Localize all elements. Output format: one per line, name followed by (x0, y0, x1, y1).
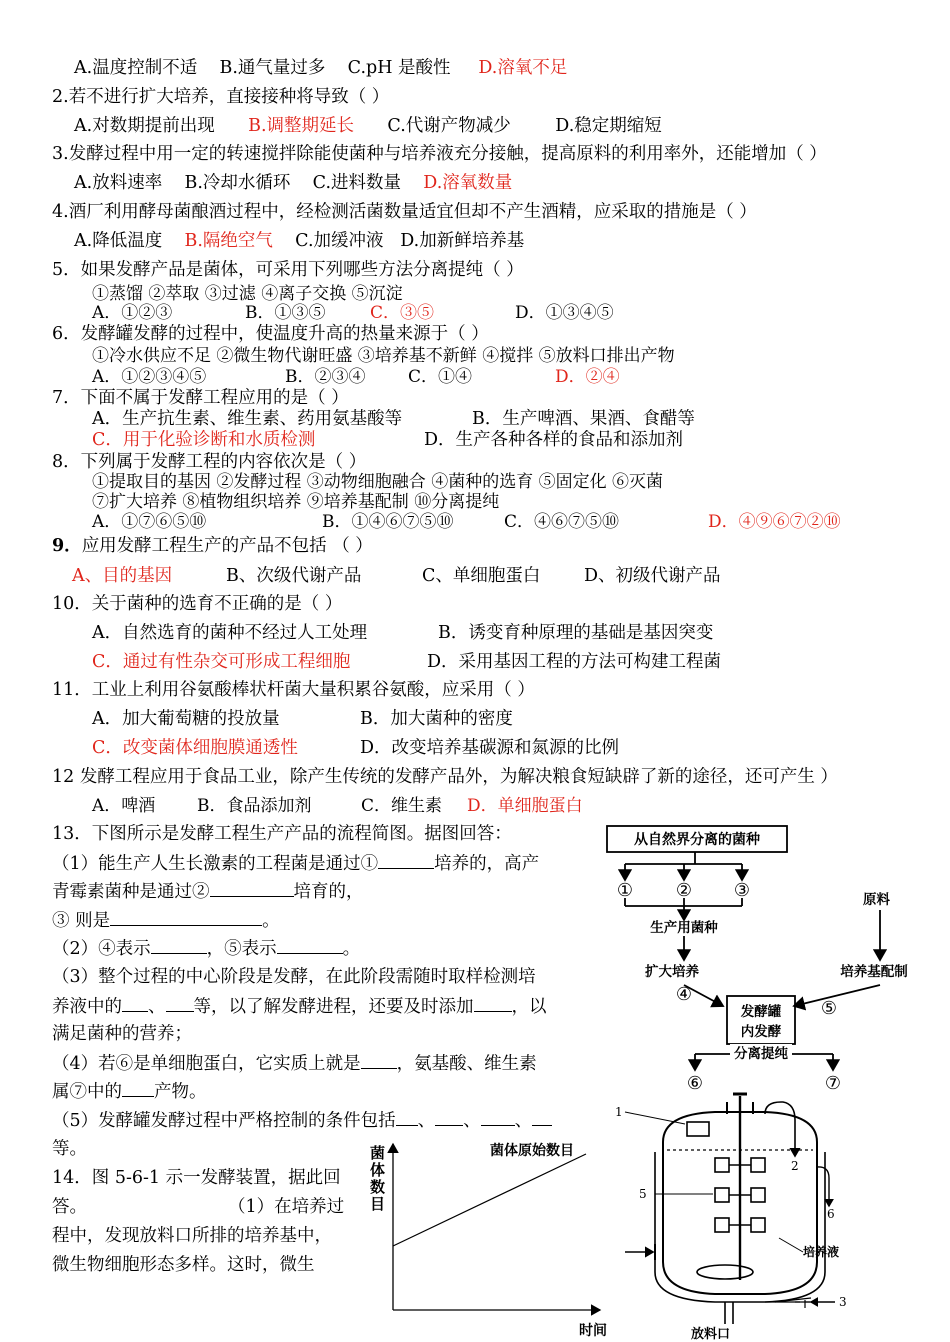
q7-stem: 7．下面不属于发酵工程应用的是（ ） (52, 388, 349, 408)
flow-raw-material: 原料 (863, 892, 890, 908)
graph-curve-label: 菌体原始数目 (490, 1143, 574, 1159)
flow-separate-purify: 分离提纯 (734, 1046, 788, 1062)
q7-option-a: A．生产抗生素、维生素、药用氨基酸等 (92, 409, 403, 429)
flow-fermenter-line2: 内发酵 (740, 1024, 782, 1040)
q7-option-d: D．生产各种各样的食品和添加剂 (424, 430, 684, 450)
q8-option-d-answer: D．④⑨⑥⑦②⑩ (708, 512, 841, 532)
flow-circle-7: ⑦ (824, 1073, 842, 1094)
q3-option-b: B.冷却水循环 (184, 173, 291, 193)
q13-part4-line1 (52, 1052, 537, 1075)
q1-option-b: B.通气量过多 (219, 58, 326, 78)
q9-option-a-answer: A、目的基因 (72, 566, 173, 586)
q4-options (74, 230, 524, 252)
q11-options-row1 (92, 708, 513, 730)
q3-option-a: A.放料速率 (74, 173, 163, 193)
q12-options (92, 795, 583, 817)
q14-line2-b: （1）在培养过 (228, 1197, 345, 1217)
q13-p1-text-a: （1）能生产人生长激素的工程菌是通过① (52, 854, 379, 874)
q13-blank-9[interactable] (361, 1052, 397, 1069)
q13-part5-line1 (52, 1109, 552, 1132)
flow-diagram (590, 818, 940, 1108)
q12-option-a: A．啤酒 (92, 796, 156, 816)
flow-circle-2: ② (675, 880, 693, 901)
q13-blank-10[interactable] (122, 1080, 154, 1097)
fermenter-label-2: 2 (791, 1159, 799, 1173)
q13-p2-text-b: ，⑤表示 (206, 939, 277, 959)
flow-circle-1: ① (616, 880, 634, 901)
q10-option-a: A．自然选育的菌种不经过人工处理 (92, 623, 368, 643)
q8-option-a: A．①⑦⑥⑤⑩ (92, 512, 207, 532)
q13-blank-4[interactable] (151, 937, 207, 954)
q3-option-c: C.进料数量 (312, 173, 402, 193)
q13-blank-8[interactable] (474, 995, 512, 1012)
q8-items-line1: ①提取目的基因 ②发酵过程 ③动物细胞融合 ④菌种的选育 ⑤固定化 ⑥灭菌 (92, 472, 664, 492)
q1-option-d-answer: D.溶氧不足 (478, 58, 568, 78)
flow-medium-prep: 培养基配制 (840, 964, 908, 980)
q6-options (92, 366, 620, 388)
q11-option-c-answer: C．改变菌体细胞膜通透性 (92, 738, 298, 758)
q13-p3-text-e: ，以 (511, 997, 547, 1017)
q2-option-d: D.稳定期缩短 (555, 116, 662, 136)
q13-blank-14[interactable] (532, 1109, 552, 1126)
q6-items: ①冷水供应不足 ②微生物代谢旺盛 ③培养基不新鲜 ④搅拌 ⑤放料口排出产物 (92, 346, 675, 366)
q7-options-row2 (92, 429, 683, 451)
q13-p4-text-a: （4）若⑥是单细胞蛋白，它实质上就是 (52, 1054, 361, 1074)
fermenter-diagram (615, 1092, 895, 1342)
q13-part2 (52, 937, 360, 960)
air-sparger (697, 1265, 753, 1279)
flow-circle-3: ③ (733, 880, 751, 901)
q1-options (74, 57, 567, 79)
q5-option-c-answer: C．③⑤ (370, 303, 435, 323)
q8-items-line2: ⑦扩大培养 ⑧植物组织培养 ⑨培养基配制 ⑩分离提纯 (92, 492, 500, 512)
q8-option-b: B．①④⑥⑦⑤⑩ (322, 512, 454, 532)
q13-p1-text-f: 。 (262, 911, 280, 931)
q10-option-d: D．采用基因工程的方法可构建工程菌 (427, 652, 722, 672)
q6-option-c: C．①④ (408, 367, 473, 387)
q13-part5-line2: 等。 (52, 1139, 87, 1159)
growth-graph (364, 1140, 607, 1340)
q5-option-d: D．①③④⑤ (515, 303, 614, 323)
q13-blank-6[interactable] (122, 995, 148, 1012)
q1-option-c: C.pH 是酸性 (347, 58, 451, 78)
q10-option-c-answer: C．通过有性杂交可形成工程细胞 (92, 652, 351, 672)
q14-line1: 14．图 5-6-1 示一发酵装置，据此回 (52, 1168, 341, 1188)
q4-option-a: A.降低温度 (74, 231, 163, 251)
q9-stem-text: 应用发酵工程生产的产品不包括 （ ） (81, 536, 373, 556)
q13-p1-text-e: ③ 则是 (52, 911, 111, 931)
q9-stem (52, 535, 373, 557)
q13-part3-line2 (52, 995, 547, 1018)
q13-blank-2[interactable] (210, 880, 294, 897)
flow-production-strain: 生产用菌种 (650, 920, 718, 936)
fermenter-label-1: 1 (615, 1105, 623, 1119)
q8-option-c: C．④⑥⑦⑤⑩ (504, 512, 620, 532)
q12-option-d-answer: D．单细胞蛋白 (467, 796, 583, 816)
q5-option-b: B．①③⑤ (245, 303, 326, 323)
flow-fermenter-line1: 发酵罐 (740, 1004, 782, 1020)
fermenter-outlet-label: 放料口 (691, 1327, 731, 1342)
fermenter-liquid-label: 培养液 (803, 1245, 840, 1259)
q11-option-d: D．改变培养基碳源和氮源的比例 (360, 738, 620, 758)
q2-option-c: C.代谢产物减少 (387, 116, 511, 136)
q13-p1-text-d: 培育的， (293, 882, 364, 902)
q2-option-a: A.对数期提前出现 (74, 116, 215, 136)
q10-options-row1 (92, 622, 713, 644)
q2-options (74, 115, 662, 137)
q13-blank-5[interactable] (277, 937, 343, 954)
q13-blank-3[interactable] (110, 909, 262, 926)
q3-option-d-answer: D.溶氧数量 (423, 173, 513, 193)
q13-p2-text-a: （2）④表示 (52, 939, 151, 959)
q13-p4-text-c: 属⑦中的 (52, 1082, 122, 1102)
q1-option-a: A.温度控制不适 (74, 58, 198, 78)
q8-options (92, 511, 841, 533)
q14-line3: 程中，发现放料口所排的培养基中， (52, 1226, 332, 1246)
q13-p5-sep-1: 、 (417, 1111, 436, 1131)
q5-items: ①蒸馏 ②萃取 ③过滤 ④离子交换 ⑤沉淀 (92, 284, 403, 304)
q6-stem: 6．发酵罐发酵的过程中，使温度升高的热量来源于（ ） (52, 324, 489, 344)
q9-options (72, 565, 721, 587)
q13-p4-text-b: ，氨基酸、维生素 (396, 1054, 537, 1074)
q4-option-d: D.加新鲜培养基 (400, 231, 525, 251)
q9-option-b: B、次级代谢产品 (226, 566, 362, 586)
fermenter-label-6: 6 (827, 1207, 835, 1221)
q3-options (74, 172, 512, 194)
q12-stem: 12 发酵工程应用于食品工业，除产生传统的发酵产品外，为解决粮食短缺辟了新的途径，还可产生 ） (52, 767, 838, 787)
q13-p3-text-c: 、 (148, 997, 166, 1017)
q13-p3-text-b: 养液中的 (52, 997, 122, 1017)
q13-p5-sep-3: 、 (514, 1111, 533, 1131)
q13-blank-13[interactable] (481, 1109, 515, 1126)
q6-option-b: B．②③④ (285, 367, 366, 387)
q13-p5-text-a: （5）发酵罐发酵过程中严格控制的条件包括 (52, 1111, 396, 1131)
graph-y-label-4: 目 (370, 1195, 386, 1213)
q5-stem: 5．如果发酵产品是菌体，可采用下列哪些方法分离提纯（ ） (52, 260, 524, 280)
flow-top-box: 从自然界分离的菌种 (634, 832, 760, 848)
q13-part1-line1 (52, 852, 539, 875)
q11-option-a: A．加大葡萄糖的投放量 (92, 709, 280, 729)
q13-p1-text-b: 培养的，高产 (434, 854, 540, 874)
q14-line4: 微生物细胞形态多样。这时，微生 (52, 1255, 315, 1275)
fermenter-label-5: 5 (639, 1187, 647, 1201)
q13-p5-sep-2: 、 (463, 1111, 481, 1131)
flow-circle-5: ⑤ (820, 998, 838, 1019)
q13-blank-11[interactable] (396, 1109, 418, 1126)
q13-blank-12[interactable] (435, 1109, 463, 1126)
graph-y-label-2: 体 (370, 1161, 386, 1179)
q13-part4-line2 (52, 1080, 207, 1103)
q13-blank-7[interactable] (166, 995, 194, 1012)
q9-number: 9． (52, 536, 82, 556)
q12-option-c: C．维生素 (361, 796, 443, 816)
q9-option-c: C、单细胞蛋白 (422, 566, 541, 586)
flow-circle-6: ⑥ (686, 1073, 704, 1094)
q7-option-c-answer: C．用于化验诊断和水质检测 (92, 430, 316, 450)
graph-y-label-3: 数 (370, 1178, 386, 1196)
graph-y-label-1: 菌 (370, 1144, 386, 1162)
q11-options-row2 (92, 737, 619, 759)
q13-p3-text-d: 等，以了解发酵进程，还要及时添加 (193, 997, 474, 1017)
q12-option-b: B．食品添加剂 (197, 796, 312, 816)
q13-p4-text-d: 产物。 (154, 1082, 207, 1102)
q9-option-d: D、初级代谢产品 (584, 566, 721, 586)
flow-expand-culture: 扩大培养 (645, 964, 699, 980)
q4-stem: 4.酒厂利用酵母菌酿酒过程中，经检测活菌数量适宜但却不产生酒精，应采取的措施是（ ） (52, 202, 757, 222)
q13-p1-text-c: 青霉素菌种是通过② (52, 882, 210, 902)
q11-stem: 11．工业上利用谷氨酸棒状杆菌大量积累谷氨酸，应采用（ ） (52, 680, 535, 700)
q2-stem: 2.若不进行扩大培养，直接接种将导致（ ） (52, 87, 390, 107)
q13-p2-text-c: 。 (342, 939, 361, 959)
q6-option-d-answer: D．②④ (555, 367, 620, 387)
q10-stem: 10．关于菌种的选育不正确的是（ ） (52, 594, 343, 614)
q8-stem: 8．下列属于发酵工程的内容依次是（ ） (52, 452, 367, 472)
q13-part3-line1: （3）整个过程的中心阶段是发酵，在此阶段需随时取样检测培 (52, 967, 536, 987)
q2-option-b-answer: B.调整期延长 (248, 116, 355, 136)
flow-circle-4: ④ (675, 984, 693, 1005)
q13-part1-line3 (52, 909, 280, 932)
q7-option-b: B．生产啤酒、果酒、食醋等 (472, 409, 695, 429)
q5-option-a: A．①②③ (92, 303, 173, 323)
q13-blank-1[interactable] (378, 852, 434, 869)
q4-option-c: C.加缓冲液 (295, 231, 384, 251)
q3-stem: 3.发酵过程中用一定的转速搅拌除能使菌种与培养液充分接触，提高原料的利用率外，还能增加（ ） (52, 144, 827, 164)
q4-option-b-answer: B.隔绝空气 (184, 231, 273, 251)
q14-line2-a: 答。 (52, 1197, 87, 1217)
q13-part1-line2 (52, 880, 364, 903)
graph-curve (393, 1154, 586, 1246)
q13-part3-line3: 满足菌种的营养； (52, 1024, 192, 1044)
graph-x-label: 时间 (579, 1323, 607, 1339)
q5-options (92, 302, 614, 324)
fermenter-label-3: 3 (839, 1295, 847, 1309)
q7-options-row1 (92, 408, 695, 430)
q11-option-b: B．加大菌种的密度 (360, 709, 513, 729)
q14-line2 (52, 1196, 344, 1218)
q10-option-b: B．诱变育种原理的基础是基因突变 (438, 623, 714, 643)
q10-options-row2 (92, 651, 721, 673)
q13-stem: 13．下图所示是发酵工程生产产品的流程简图。据图回答： (52, 824, 512, 844)
q6-option-a: A．①②③④⑤ (92, 367, 207, 387)
